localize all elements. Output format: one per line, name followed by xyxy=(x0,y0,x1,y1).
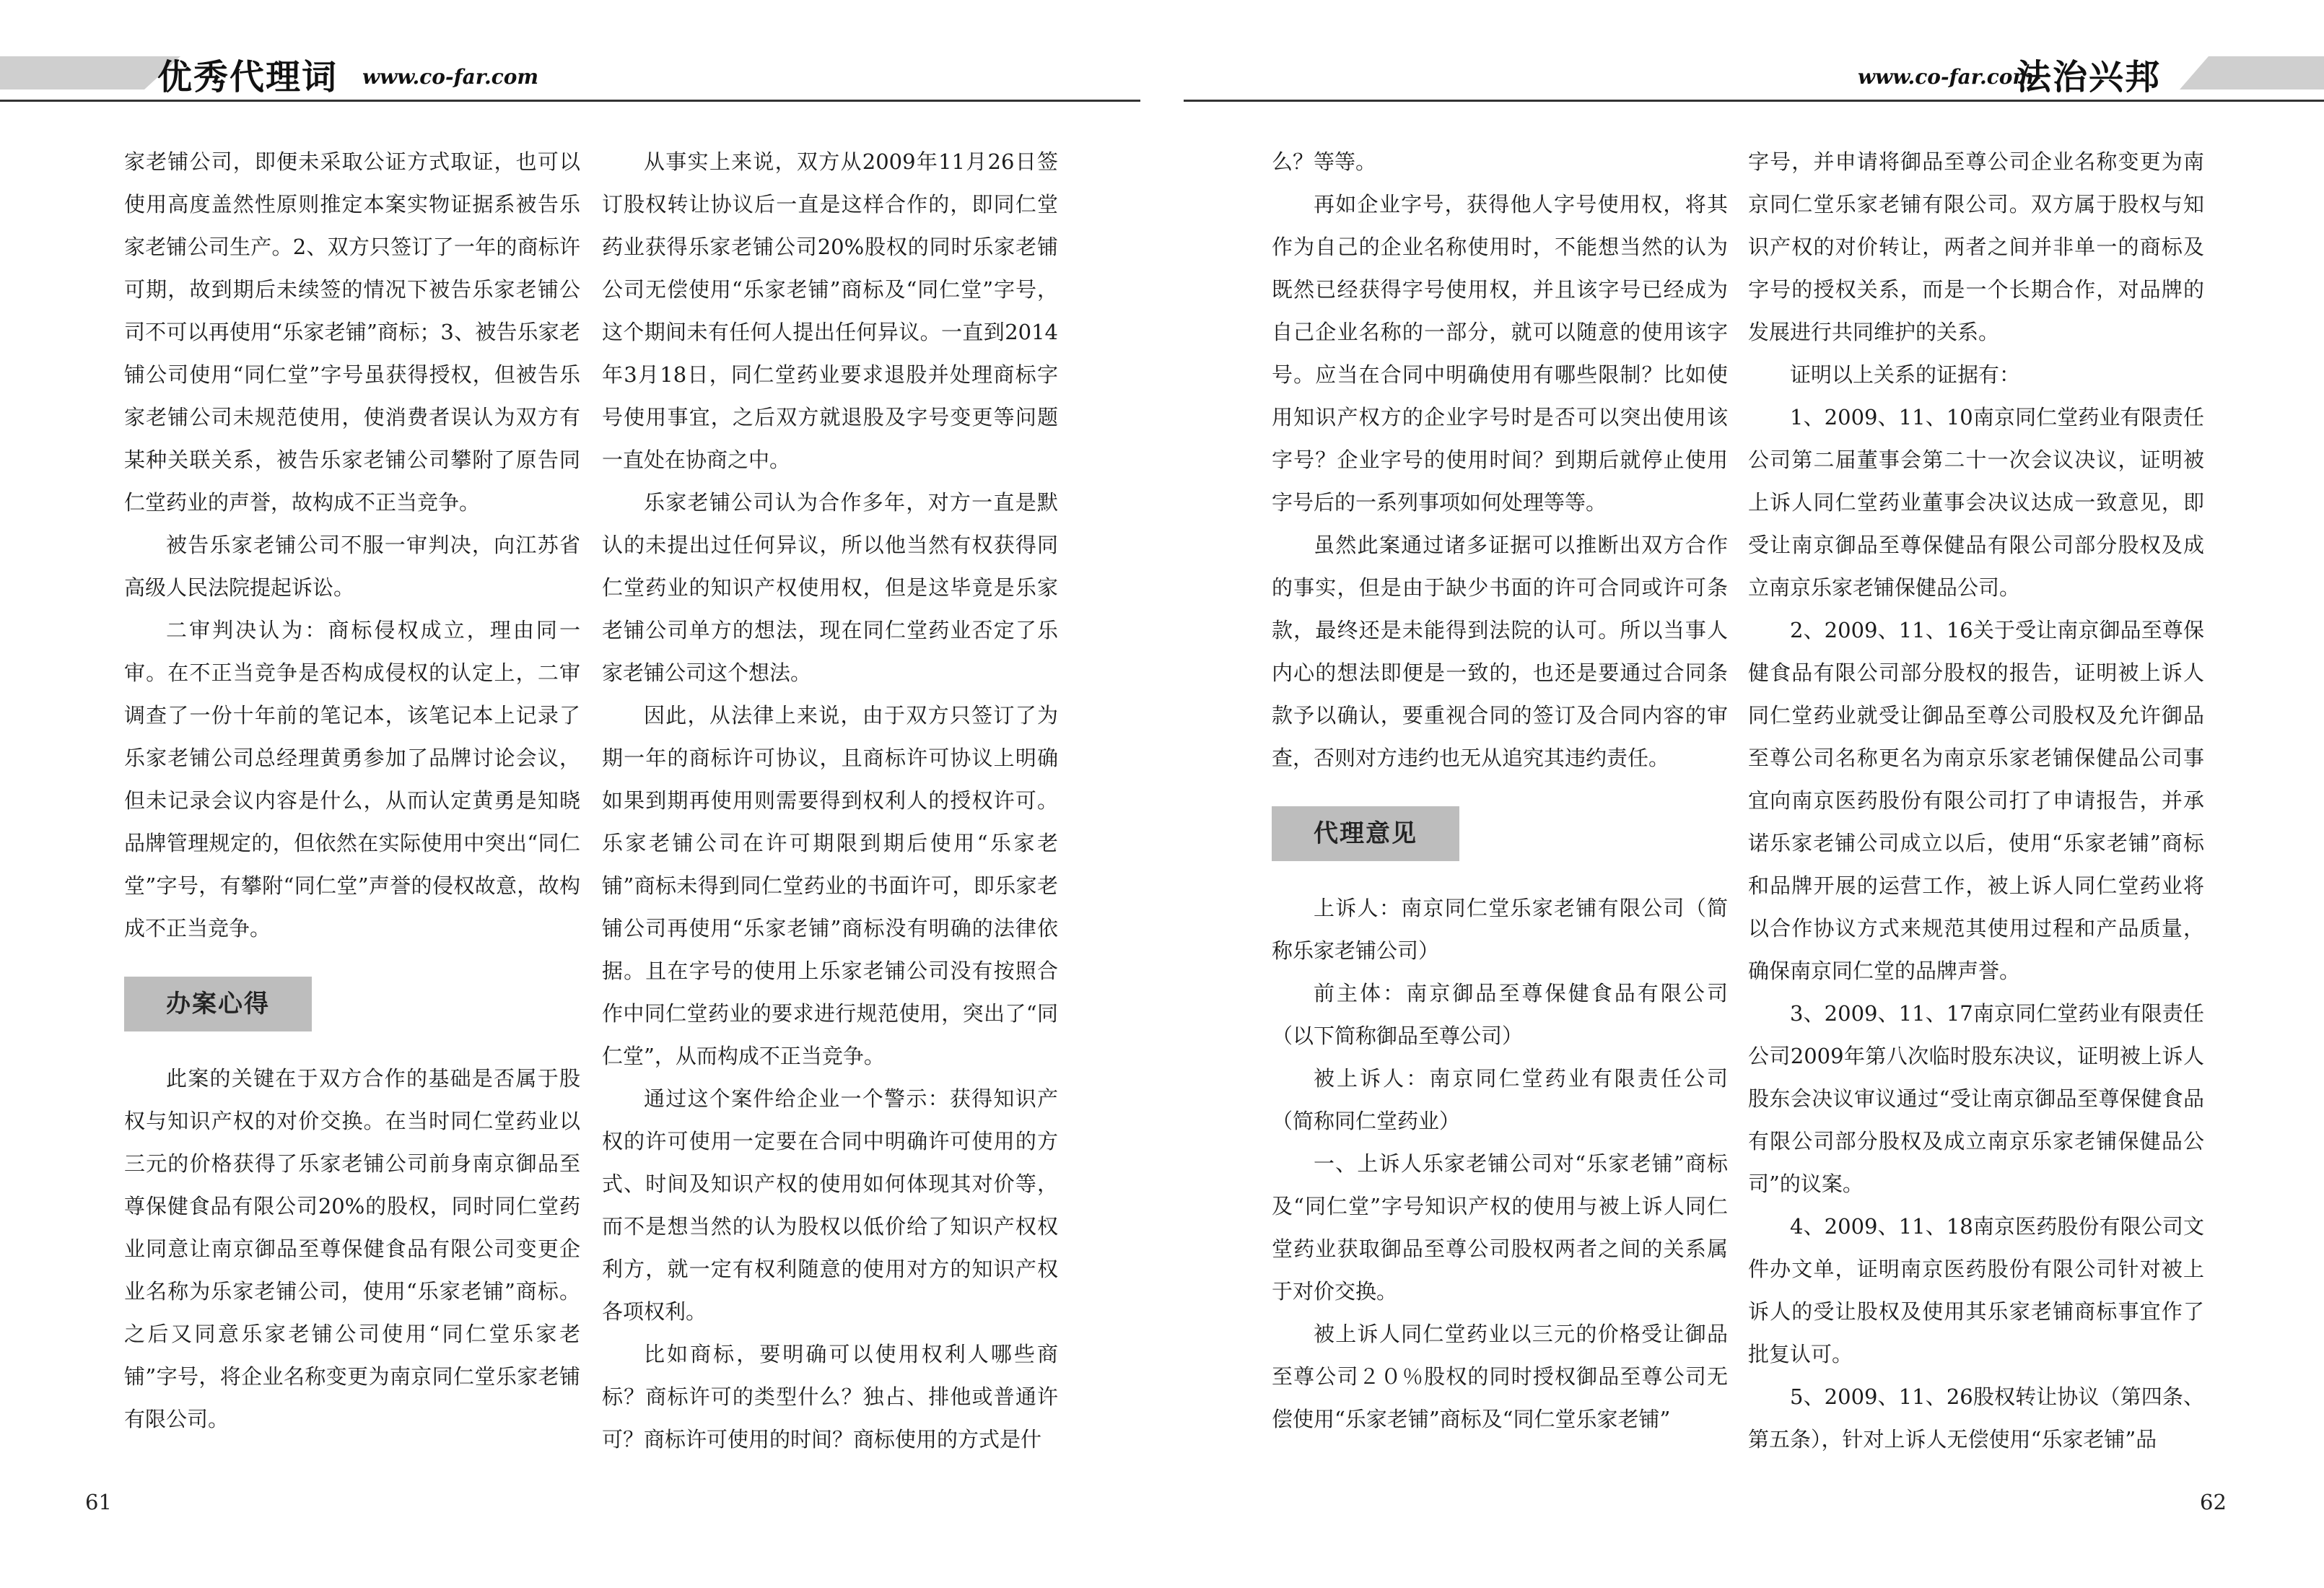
paragraph: 因此，从法律上来说，由于双方只签订了为期一年的商标许可协议，且商标许可协议上明确如果到期再使用则需要得到权利人的授权许可。乐家老铺公司在许可期限到期后使用“乐家老铺”商标未得到同仁堂药业的书面许可，即乐家老铺公司再使用“乐家老铺”商标没有明确的法律依据。且在字号的使用上乐家老铺公司没有按照合作中同仁堂药业的要求进行规范使用，突出了“同仁堂”，从而构成不正当竞争。 xyxy=(602,703,1058,1068)
paragraph: 证明以上关系的证据有： xyxy=(1790,362,2021,387)
section-heading-agent-opinion: 代理意见 xyxy=(1272,806,1459,861)
paragraph: 3、2009、11、17南京同仁堂药业有限责任公司2009年第八次临时股东决议，证明被上诉人股东会决议审议通过“受让南京御品至尊保健食品有限公司部分股权及成立南京乐家老铺保健品公司”的议案。 xyxy=(1748,1001,2204,1196)
header-right-title: 法治兴邦 xyxy=(2017,57,2162,97)
page-number-left: 61 xyxy=(85,1490,112,1514)
paragraph: 此案的关键在于双方合作的基础是否属于股权与知识产权的对价交换。在当时同仁堂药业以三元的价格获得了乐家老铺公司前身南京御品至尊保健食品有限公司20%的股权，同时同仁堂药业同意让南京御品至尊保健食品有限公司变更企业名称为乐家老铺公司，使用“乐家老铺”商标。之后又同意乐家老铺公司使用“同仁堂乐家老铺”字号，将企业名称变更为南京同仁堂乐家老铺有限公司。 xyxy=(124,1066,580,1431)
paragraph: 被上诉人：南京同仁堂药业有限责任公司（简称同仁堂药业） xyxy=(1272,1066,1728,1133)
text-column-4 xyxy=(1748,141,2204,1461)
paragraph: 4、2009、11、18南京医药股份有限公司文件办文单，证明南京医药股份有限公司针对被上诉人的受让股权及使用其乐家老铺商标事宜作了批复认可。 xyxy=(1748,1214,2204,1366)
header-left-rule xyxy=(0,100,1140,102)
header-left-title: 优秀代理词 xyxy=(157,57,338,97)
paragraph: 二审判决认为：商标侵权成立，理由同一审。在不正当竞争是否构成侵权的认定上，二审调查了一份十年前的笔记本，该笔记本上记录了乐家老铺公司总经理黄勇参加了品牌讨论会议，但未记录会议内容是什么，从而认定黄勇是知晓品牌管理规定的，但依然在实际使用中突出“同仁堂”字号，有攀附“同仁堂”声誉的侵权故意，故构成不正当竞争。 xyxy=(124,618,580,941)
text-column-2 xyxy=(602,141,1058,1461)
header-right-rule xyxy=(1184,100,2324,102)
section-heading-case-insights: 办案心得 xyxy=(124,977,312,1031)
paragraph: 被上诉人同仁堂药业以三元的价格受让御品至尊公司２０％股权的同时授权御品至尊公司无偿使用“乐家老铺”商标及“同仁堂乐家老铺” xyxy=(1272,1322,1728,1431)
paragraph: 上诉人：南京同仁堂乐家老铺有限公司（简称乐家老铺公司） xyxy=(1272,896,1728,963)
text-column-3 xyxy=(1272,141,1728,1441)
paragraph: 虽然此案通过诸多证据可以推断出双方合作的事实，但是由于缺少书面的许可合同或许可条款，最终还是未能得到法院的认可。所以当事人内心的想法即便是一致的，也还是要通过合同条款予以确认，要重视合同的签订及合同内容的审查，否则对方违约也无从追究其违约责任。 xyxy=(1272,533,1728,770)
paragraph: 被告乐家老铺公司不服一审判决，向江苏省高级人民法院提起诉讼。 xyxy=(124,533,580,600)
paragraph: 一、上诉人乐家老铺公司对“乐家老铺”商标及“同仁堂”字号知识产权的使用与被上诉人同仁堂药业获取御品至尊公司股权两者之间的关系属于对价交换。 xyxy=(1272,1151,1728,1304)
paragraph: 家老铺公司，即便未采取公证方式取证，也可以使用高度盖然性原则推定本案实物证据系被告乐家老铺公司生产。2、双方只签订了一年的商标许可期，故到期后未续签的情况下被告乐家老铺公司不可以再使用“乐家老铺”商标；3、被告乐家老铺公司使用“同仁堂”字号虽获得授权，但被告乐家老铺公司未规范使用，使消费者误认为双方有某种关联关系，被告乐家老铺公司攀附了原告同仁堂药业的声誉，故构成不正当竞争。 xyxy=(124,149,580,515)
header-left-url: www.co-far.com xyxy=(362,65,539,89)
paragraph: 通过这个案件给企业一个警示：获得知识产权的许可使用一定要在合同中明确许可使用的方式、时间及知识产权的使用如何体现其对价等，而不是想当然的认为股权以低价给了知识产权权利方，就一定有权利随意的使用对方的知识产权各项权利。 xyxy=(602,1086,1058,1324)
header-right-band xyxy=(2180,56,2324,90)
paragraph: 前主体：南京御品至尊保健食品有限公司（以下简称御品至尊公司） xyxy=(1272,981,1728,1048)
text-column-1 xyxy=(124,141,580,1441)
paragraph: 1、2009、11、10南京同仁堂药业有限责任公司第二届董事会第二十一次会议决议，证明被上诉人同仁堂药业董事会决议达成一致意见，即受让南京御品至尊保健品有限公司部分股权及成立南京乐家老铺保健品公司。 xyxy=(1748,405,2204,600)
header-left-band xyxy=(0,56,180,90)
header-right-url: www.co-far.com xyxy=(1858,65,2035,89)
paragraph: 5、2009、11、26股权转让协议（第四条、第五条），针对上诉人无偿使用“乐家老铺”品 xyxy=(1748,1384,2204,1452)
paragraph: 再如企业字号，获得他人字号使用权，将其作为自己的企业名称使用时，不能想当然的认为既然已经获得字号使用权，并且该字号已经成为自己企业名称的一部分，就可以随意的使用该字号。应当在合同中明确使用有哪些限制？比如使用知识产权方的企业字号时是否可以突出使用该字号？企业字号的使用时间？到期后就停止使用字号后的一系列事项如何处理等等。 xyxy=(1272,192,1728,515)
paragraph: 比如商标，要明确可以使用权利人哪些商标？商标许可的类型什么？独占、排他或普通许可？商标许可使用的时间？商标使用的方式是什 xyxy=(602,1342,1058,1452)
paragraph: 2、2009、11、16关于受让南京御品至尊保健食品有限公司部分股权的报告，证明被上诉人同仁堂药业就受让御品至尊公司股权及允许御品至尊公司名称更名为南京乐家老铺保健品公司事宜向南京医药股份有限公司打了申请报告，并承诺乐家老铺公司成立以后，使用“乐家老铺”商标和品牌开展的运营工作，被上诉人同仁堂药业将以合作协议方式来规范其使用过程和产品质量，确保南京同仁堂的品牌声誉。 xyxy=(1748,618,2204,983)
page-number-right: 62 xyxy=(2200,1490,2227,1514)
paragraph: 从事实上来说，双方从2009年11月26日签订股权转让协议后一直是这样合作的，即同仁堂药业获得乐家老铺公司20%股权的同时乐家老铺公司无偿使用“乐家老铺”商标及“同仁堂”字号，这个期间未有任何人提出任何异议。一直到2014年3月18日，同仁堂药业要求退股并处理商标字号使用事宜，之后双方就退股及字号变更等问题一直处在协商之中。 xyxy=(602,149,1058,472)
paragraph: 字号，并申请将御品至尊公司企业名称变更为南京同仁堂乐家老铺有限公司。双方属于股权与知识产权的对价转让，两者之间并非单一的商标及字号的授权关系，而是一个长期合作，对品牌的发展进行共同维护的关系。 xyxy=(1748,149,2204,344)
paragraph: 乐家老铺公司认为合作多年，对方一直是默认的未提出过任何异议，所以他当然有权获得同仁堂药业的知识产权使用权，但是这毕竟是乐家老铺公司单方的想法，现在同仁堂药业否定了乐家老铺公司这个想法。 xyxy=(602,490,1058,685)
paragraph: 么？等等。 xyxy=(1272,149,1377,174)
